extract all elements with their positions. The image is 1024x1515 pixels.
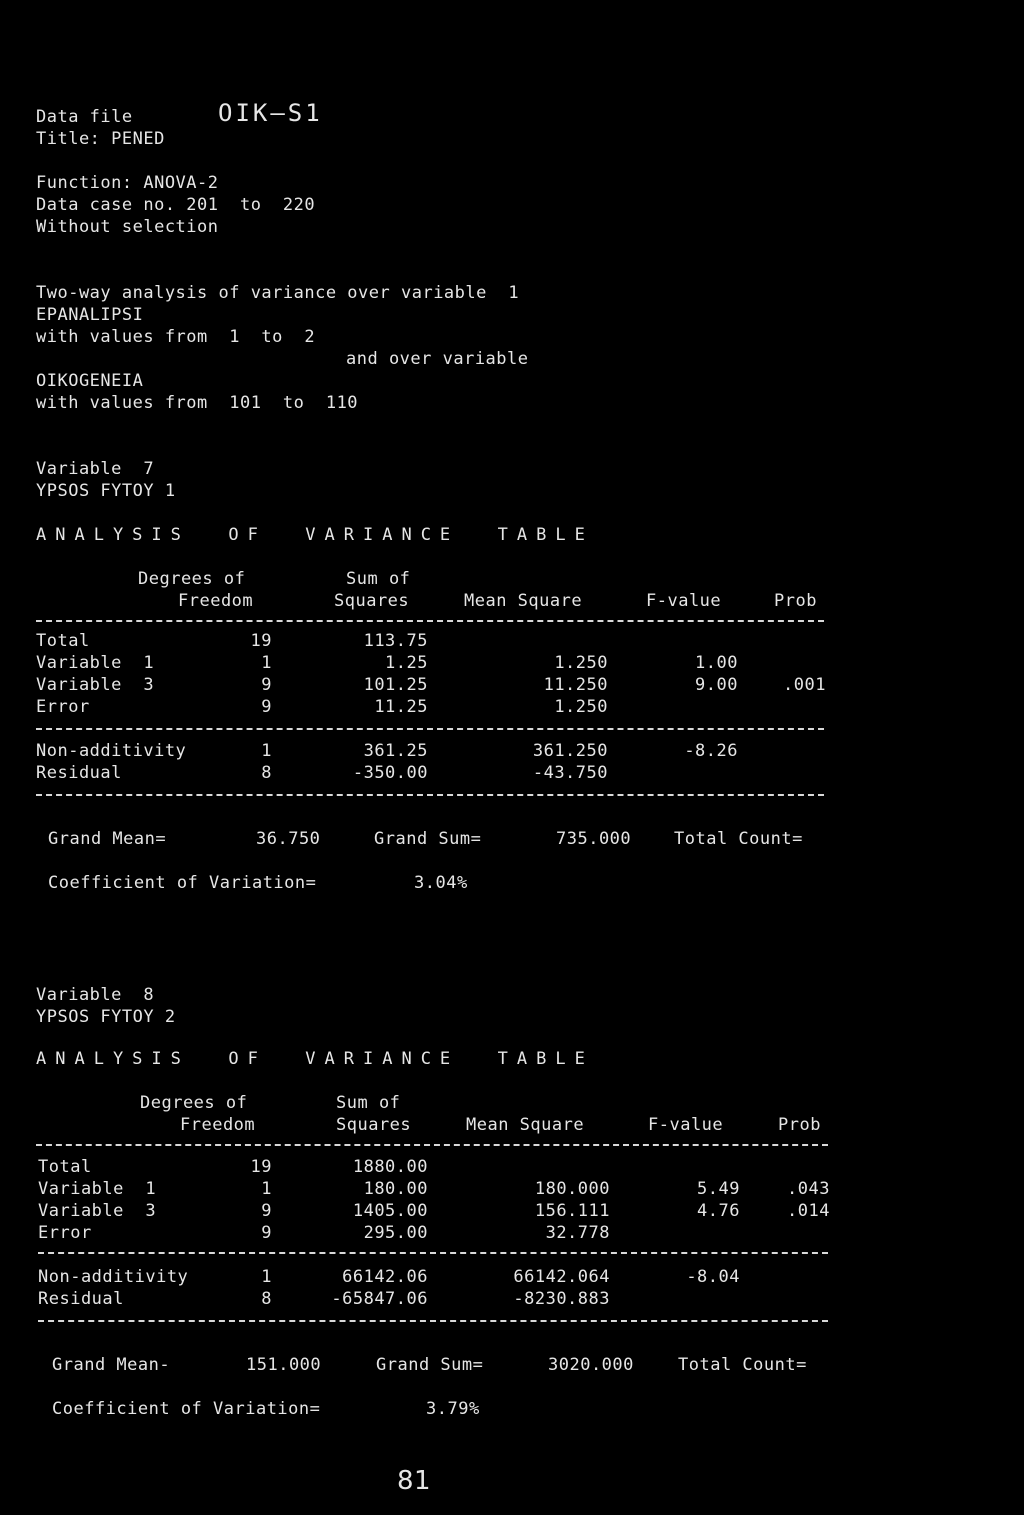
section-1-header-degrees-bottom: Freedom — [178, 591, 254, 611]
s1-row-residual-ss: -350.00 — [352, 763, 428, 783]
s2-row-residual-ss: -65847.06 — [331, 1289, 428, 1309]
s2-row-var3-prob: .014 — [787, 1201, 830, 1221]
intro-line-4: and over variable — [346, 349, 529, 369]
s1-row-nonadd-f: -8.26 — [684, 741, 738, 761]
s2-row-nonadd-df: 1 — [261, 1267, 272, 1287]
s1-row-residual-label: Residual — [36, 763, 122, 783]
intro-line-3: with values from 1 to 2 — [36, 327, 316, 347]
s1-cv-label: Coefficient of Variation= — [48, 873, 317, 893]
section-1-header-sum-top: Sum of — [346, 569, 411, 589]
section-1-divider-mid — [36, 728, 824, 730]
s1-row-total-df: 19 — [250, 631, 272, 651]
s1-row-error-label: Error — [36, 697, 90, 717]
s2-row-var1-ss: 180.00 — [363, 1179, 428, 1199]
s1-row-error-df: 9 — [261, 697, 272, 717]
section-1-table-title: ANALYSIS OF VARIANCE TABLE — [36, 525, 594, 545]
section-2-header-mean: Mean Square — [466, 1115, 585, 1135]
section-2-table-title: ANALYSIS OF VARIANCE TABLE — [36, 1049, 594, 1069]
section-2-variable-name: YPSOS FYTOY 2 — [36, 1007, 176, 1027]
section-1-header-prob: Prob — [774, 591, 817, 611]
s2-row-var1-df: 1 — [261, 1179, 272, 1199]
s2-grand-sum-value: 3020.000 — [548, 1355, 634, 1375]
data-file-value: OIK—S1 — [218, 99, 323, 127]
intro-line-6: with values from 101 to 110 — [36, 393, 359, 413]
section-1-header-f: F-value — [646, 591, 722, 611]
s1-row-nonadd-df: 1 — [261, 741, 272, 761]
s2-row-var1-prob: .043 — [787, 1179, 830, 1199]
s1-row-var3-df: 9 — [261, 675, 272, 695]
s1-row-var3-prob: .001 — [783, 675, 826, 695]
s2-row-error-label: Error — [38, 1223, 92, 1243]
s2-row-error-ss: 295.00 — [363, 1223, 428, 1243]
s2-row-var1-ms: 180.000 — [534, 1179, 610, 1199]
s2-row-nonadd-label: Non-additivity — [38, 1267, 189, 1287]
s2-row-error-ms: 32.778 — [545, 1223, 610, 1243]
function-line: Function: ANOVA-2 — [36, 173, 219, 193]
s1-row-total-label: Total — [36, 631, 90, 651]
s2-row-residual-label: Residual — [38, 1289, 124, 1309]
s1-row-var1-label: Variable 1 — [36, 653, 155, 673]
s1-row-var1-f: 1.00 — [695, 653, 738, 673]
s1-row-total-ss: 113.75 — [363, 631, 428, 651]
section-1-variable-line: Variable 7 — [36, 459, 155, 479]
s2-row-var3-label: Variable 3 — [38, 1201, 157, 1221]
s1-row-var1-ms: 1.250 — [554, 653, 608, 673]
section-2-header-sum-bottom: Squares — [336, 1115, 412, 1135]
s2-cv-label: Coefficient of Variation= — [52, 1399, 321, 1419]
section-2-header-sum-top: Sum of — [336, 1093, 401, 1113]
s2-grand-mean-label: Grand Mean- — [52, 1355, 171, 1375]
s1-row-var1-df: 1 — [261, 653, 272, 673]
s2-row-var1-label: Variable 1 — [38, 1179, 157, 1199]
s1-row-var3-f: 9.00 — [695, 675, 738, 695]
section-2-header-prob: Prob — [778, 1115, 821, 1135]
section-2-divider-top — [36, 1144, 828, 1146]
s2-row-total-ss: 1880.00 — [352, 1157, 428, 1177]
s1-row-var1-ss: 1.25 — [385, 653, 428, 673]
s2-row-total-label: Total — [38, 1157, 92, 1177]
s2-row-total-df: 19 — [250, 1157, 272, 1177]
section-2-divider-bottom — [38, 1320, 828, 1322]
s2-row-var1-f: 5.49 — [697, 1179, 740, 1199]
s2-total-count-label: Total Count= — [678, 1355, 807, 1375]
s1-row-error-ss: 11.25 — [374, 697, 428, 717]
section-1-header-sum-bottom: Squares — [334, 591, 410, 611]
intro-line-5: OIKOGENEIA — [36, 371, 144, 391]
s2-row-var3-f: 4.76 — [697, 1201, 740, 1221]
s1-cv-value: 3.04% — [414, 873, 468, 893]
s1-row-nonadd-ms: 361.250 — [532, 741, 608, 761]
section-2-header-f: F-value — [648, 1115, 724, 1135]
s2-row-residual-df: 8 — [261, 1289, 272, 1309]
s2-row-nonadd-f: -8.04 — [686, 1267, 740, 1287]
s1-grand-mean-value: 36.750 — [256, 829, 321, 849]
s2-row-nonadd-ss: 66142.06 — [342, 1267, 428, 1287]
section-1-divider-bottom — [36, 794, 824, 796]
title-line: Title: PENED — [36, 129, 165, 149]
intro-line-2: EPANALIPSI — [36, 305, 144, 325]
data-file-label: Data file — [36, 107, 133, 127]
case-line: Data case no. 201 to 220 — [36, 195, 316, 215]
section-1-variable-name: YPSOS FYTOY 1 — [36, 481, 176, 501]
section-2-header-degrees-bottom: Freedom — [180, 1115, 256, 1135]
selection-line: Without selection — [36, 217, 219, 237]
s2-row-var3-ms: 156.111 — [534, 1201, 610, 1221]
s1-row-var3-ss: 101.25 — [363, 675, 428, 695]
s1-row-var3-label: Variable 3 — [36, 675, 155, 695]
s2-grand-sum-label: Grand Sum= — [376, 1355, 484, 1375]
s2-row-var3-ss: 1405.00 — [352, 1201, 428, 1221]
s2-row-residual-ms: -8230.883 — [513, 1289, 610, 1309]
section-1-header-degrees-top: Degrees of — [138, 569, 246, 589]
s1-total-count-label: Total Count= — [674, 829, 803, 849]
section-2-divider-mid — [38, 1252, 828, 1254]
section-1-divider-top — [36, 620, 824, 622]
s1-grand-sum-label: Grand Sum= — [374, 829, 482, 849]
s1-row-var3-ms: 11.250 — [543, 675, 608, 695]
section-2-header-degrees-top: Degrees of — [140, 1093, 248, 1113]
section-2-variable-line: Variable 8 — [36, 985, 155, 1005]
s1-row-nonadd-ss: 361.25 — [363, 741, 428, 761]
s2-grand-mean-value: 151.000 — [246, 1355, 322, 1375]
s1-grand-sum-value: 735.000 — [556, 829, 632, 849]
s2-row-var3-df: 9 — [261, 1201, 272, 1221]
s1-row-residual-df: 8 — [261, 763, 272, 783]
s2-row-nonadd-ms: 66142.064 — [513, 1267, 610, 1287]
section-1-header-mean: Mean Square — [464, 591, 583, 611]
s2-cv-value: 3.79% — [426, 1399, 480, 1419]
s1-row-error-ms: 1.250 — [554, 697, 608, 717]
s2-row-error-df: 9 — [261, 1223, 272, 1243]
s1-grand-mean-label: Grand Mean= — [48, 829, 167, 849]
s1-row-residual-ms: -43.750 — [532, 763, 608, 783]
page-number: 81 — [397, 1466, 432, 1496]
intro-line-1: Two-way analysis of variance over variable 1 — [36, 283, 520, 303]
s1-row-nonadd-label: Non-additivity — [36, 741, 187, 761]
